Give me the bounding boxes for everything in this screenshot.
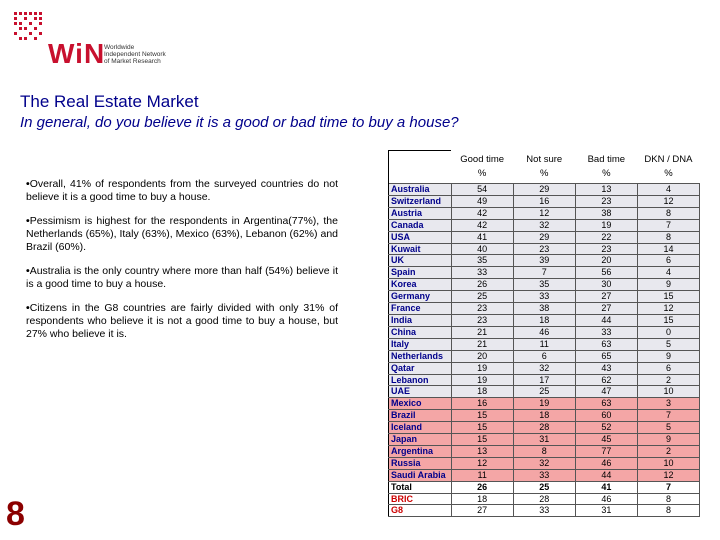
not-sure-cell: 12 xyxy=(513,207,575,219)
country-cell: Total xyxy=(389,481,452,493)
not-sure-cell: 29 xyxy=(513,184,575,196)
dkn-dna-cell: 9 xyxy=(637,279,699,291)
bad-time-cell: 44 xyxy=(575,469,637,481)
not-sure-cell: 28 xyxy=(513,493,575,505)
table-row xyxy=(389,398,700,410)
table-row xyxy=(389,207,700,219)
bullet-list xyxy=(26,178,338,352)
dkn-dna-cell: 6 xyxy=(637,255,699,267)
bad-time-cell: 46 xyxy=(575,493,637,505)
country-column-header xyxy=(389,151,452,184)
dkn-dna-cell: 7 xyxy=(637,219,699,231)
not-sure-cell: 23 xyxy=(513,243,575,255)
good-time-cell: 19 xyxy=(451,362,513,374)
country-cell: Japan xyxy=(389,434,452,446)
bullet-item: •Pessimism is highest for the respondents in Argentina(77%), the Netherlands (65%), Italy (63%), Mexico (63%), Lebanon (62%) and Brazil (60%). xyxy=(26,215,338,253)
table-row xyxy=(389,314,700,326)
good-time-cell: 11 xyxy=(451,469,513,481)
bad-time-cell: 47 xyxy=(575,386,637,398)
logo-wordmark: WiN xyxy=(48,38,106,69)
bad-time-cell: 22 xyxy=(575,231,637,243)
country-cell: BRIC xyxy=(389,493,452,505)
not-sure-cell: 18 xyxy=(513,410,575,422)
dkn-dna-cell: 5 xyxy=(637,338,699,350)
good-time-cell: 26 xyxy=(451,279,513,291)
country-cell: Qatar xyxy=(389,362,452,374)
table-body xyxy=(389,184,700,517)
country-cell: Kuwait xyxy=(389,243,452,255)
dkn-dna-cell: 10 xyxy=(637,386,699,398)
bad-time-cell: 30 xyxy=(575,279,637,291)
good-time-cell: 23 xyxy=(451,303,513,315)
table-row xyxy=(389,457,700,469)
good-time-cell: 20 xyxy=(451,350,513,362)
good-time-cell: 26 xyxy=(451,481,513,493)
not-sure-cell: 7 xyxy=(513,267,575,279)
country-cell: Spain xyxy=(389,267,452,279)
dkn-dna-cell: 4 xyxy=(637,184,699,196)
bad-time-cell: 38 xyxy=(575,207,637,219)
country-cell: Brazil xyxy=(389,410,452,422)
country-cell: Iceland xyxy=(389,422,452,434)
country-cell: UAE xyxy=(389,386,452,398)
not-sure-cell: 33 xyxy=(513,469,575,481)
good-time-cell: 16 xyxy=(451,398,513,410)
good-time-cell: 25 xyxy=(451,291,513,303)
table-row xyxy=(389,195,700,207)
not-sure-cell: 33 xyxy=(513,505,575,517)
country-cell: Russia xyxy=(389,457,452,469)
country-cell: Austria xyxy=(389,207,452,219)
table-row xyxy=(389,303,700,315)
not-sure-cell: 25 xyxy=(513,386,575,398)
dkn-dna-cell: 15 xyxy=(637,291,699,303)
dkn-dna-cell: 6 xyxy=(637,362,699,374)
dkn-dna-cell: 5 xyxy=(637,422,699,434)
country-cell: Canada xyxy=(389,219,452,231)
good-time-cell: 21 xyxy=(451,326,513,338)
column-header-good-time: Good time % xyxy=(460,153,505,179)
dkn-dna-cell: 0 xyxy=(637,326,699,338)
dkn-dna-cell: 8 xyxy=(637,207,699,219)
bad-time-cell: 60 xyxy=(575,410,637,422)
column-header-not-sure: Not sure % xyxy=(526,153,563,179)
column-header-bad-time: Bad time % xyxy=(587,153,626,179)
table-row xyxy=(389,434,700,446)
table-row xyxy=(389,374,700,386)
table-row xyxy=(389,184,700,196)
good-time-cell: 41 xyxy=(451,231,513,243)
table-row xyxy=(389,505,700,517)
bad-time-cell: 31 xyxy=(575,505,637,517)
not-sure-cell: 32 xyxy=(513,362,575,374)
country-cell: G8 xyxy=(389,505,452,517)
bad-time-cell: 27 xyxy=(575,291,637,303)
dkn-dna-cell: 3 xyxy=(637,398,699,410)
bad-time-cell: 27 xyxy=(575,303,637,315)
good-time-cell: 12 xyxy=(451,457,513,469)
good-time-cell: 13 xyxy=(451,445,513,457)
good-time-cell: 42 xyxy=(451,207,513,219)
results-table xyxy=(388,150,700,517)
win-logo xyxy=(12,10,182,70)
country-cell: Germany xyxy=(389,291,452,303)
not-sure-cell: 16 xyxy=(513,195,575,207)
not-sure-cell: 6 xyxy=(513,350,575,362)
table-row xyxy=(389,422,700,434)
bullet-item: •Citizens in the G8 countries are fairly divided with only 31% of respondents who believe it is not a good time to buy a house, but 27% who believe it is. xyxy=(26,302,338,340)
table-row xyxy=(389,386,700,398)
not-sure-cell: 8 xyxy=(513,445,575,457)
dkn-dna-cell: 12 xyxy=(637,469,699,481)
not-sure-cell: 33 xyxy=(513,291,575,303)
country-cell: USA xyxy=(389,231,452,243)
not-sure-cell: 25 xyxy=(513,481,575,493)
logo-grid-icon xyxy=(12,10,46,44)
country-cell: Switzerland xyxy=(389,195,452,207)
dkn-dna-cell: 12 xyxy=(637,195,699,207)
bad-time-cell: 65 xyxy=(575,350,637,362)
page-subtitle: In general, do you believe it is a good or bad time to buy a house? xyxy=(20,114,459,131)
bullet-item: •Overall, 41% of respondents from the surveyed countries do not believe it is a good time to buy a house. xyxy=(26,178,338,203)
good-time-cell: 27 xyxy=(451,505,513,517)
dkn-dna-cell: 4 xyxy=(637,267,699,279)
country-cell: India xyxy=(389,314,452,326)
country-cell: France xyxy=(389,303,452,315)
dkn-dna-cell: 12 xyxy=(637,303,699,315)
dkn-dna-cell: 15 xyxy=(637,314,699,326)
page-title: The Real Estate Market xyxy=(20,92,199,111)
bad-time-cell: 52 xyxy=(575,422,637,434)
table-row xyxy=(389,410,700,422)
not-sure-cell: 19 xyxy=(513,398,575,410)
country-cell: Saudi Arabia xyxy=(389,469,452,481)
dkn-dna-cell: 2 xyxy=(637,374,699,386)
not-sure-cell: 35 xyxy=(513,279,575,291)
country-cell: Australia xyxy=(389,184,452,196)
not-sure-cell: 29 xyxy=(513,231,575,243)
bad-time-cell: 13 xyxy=(575,184,637,196)
table-row xyxy=(389,231,700,243)
not-sure-cell: 32 xyxy=(513,457,575,469)
bad-time-cell: 41 xyxy=(575,481,637,493)
dkn-dna-cell: 2 xyxy=(637,445,699,457)
bad-time-cell: 20 xyxy=(575,255,637,267)
bad-time-cell: 44 xyxy=(575,314,637,326)
not-sure-cell: 18 xyxy=(513,314,575,326)
good-time-cell: 33 xyxy=(451,267,513,279)
table-header-row xyxy=(389,151,700,184)
not-sure-cell: 39 xyxy=(513,255,575,267)
bad-time-cell: 62 xyxy=(575,374,637,386)
dkn-dna-cell: 9 xyxy=(637,350,699,362)
not-sure-cell: 31 xyxy=(513,434,575,446)
good-time-cell: 49 xyxy=(451,195,513,207)
good-time-cell: 35 xyxy=(451,255,513,267)
table-row xyxy=(389,267,700,279)
table-row xyxy=(389,243,700,255)
table-row xyxy=(389,469,700,481)
page-number: 8 xyxy=(6,495,25,533)
bad-time-cell: 77 xyxy=(575,445,637,457)
dkn-dna-cell: 9 xyxy=(637,434,699,446)
table-row xyxy=(389,326,700,338)
bad-time-cell: 19 xyxy=(575,219,637,231)
bad-time-cell: 63 xyxy=(575,398,637,410)
table-row xyxy=(389,362,700,374)
country-cell: Lebanon xyxy=(389,374,452,386)
good-time-cell: 18 xyxy=(451,493,513,505)
column-header-dkn-dna: DKN / DNA % xyxy=(644,153,693,179)
table-row xyxy=(389,481,700,493)
not-sure-cell: 28 xyxy=(513,422,575,434)
table-row xyxy=(389,338,700,350)
not-sure-cell: 32 xyxy=(513,219,575,231)
country-cell: Mexico xyxy=(389,398,452,410)
not-sure-cell: 46 xyxy=(513,326,575,338)
table-row xyxy=(389,279,700,291)
not-sure-cell: 38 xyxy=(513,303,575,315)
country-cell: Argentina xyxy=(389,445,452,457)
dkn-dna-cell: 7 xyxy=(637,410,699,422)
dkn-dna-cell: 8 xyxy=(637,505,699,517)
table-row xyxy=(389,291,700,303)
table-row xyxy=(389,350,700,362)
good-time-cell: 21 xyxy=(451,338,513,350)
table-row xyxy=(389,445,700,457)
good-time-cell: 15 xyxy=(451,410,513,422)
good-time-cell: 54 xyxy=(451,184,513,196)
not-sure-cell: 17 xyxy=(513,374,575,386)
bad-time-cell: 23 xyxy=(575,195,637,207)
country-cell: Korea xyxy=(389,279,452,291)
dkn-dna-cell: 14 xyxy=(637,243,699,255)
dkn-dna-cell: 7 xyxy=(637,481,699,493)
bad-time-cell: 43 xyxy=(575,362,637,374)
country-cell: Italy xyxy=(389,338,452,350)
good-time-cell: 15 xyxy=(451,434,513,446)
bad-time-cell: 45 xyxy=(575,434,637,446)
dkn-dna-cell: 8 xyxy=(637,231,699,243)
good-time-cell: 19 xyxy=(451,374,513,386)
bullet-item: •Australia is the only country where more than half (54%) believe it is a good time to buy a house. xyxy=(26,265,338,290)
bad-time-cell: 56 xyxy=(575,267,637,279)
logo-tagline: Worldwide Independent Network of Market Research xyxy=(104,44,166,65)
bad-time-cell: 23 xyxy=(575,243,637,255)
table-row xyxy=(389,493,700,505)
not-sure-cell: 11 xyxy=(513,338,575,350)
dkn-dna-cell: 10 xyxy=(637,457,699,469)
table-row xyxy=(389,255,700,267)
dkn-dna-cell: 8 xyxy=(637,493,699,505)
bad-time-cell: 33 xyxy=(575,326,637,338)
bad-time-cell: 46 xyxy=(575,457,637,469)
bad-time-cell: 63 xyxy=(575,338,637,350)
good-time-cell: 42 xyxy=(451,219,513,231)
country-cell: China xyxy=(389,326,452,338)
good-time-cell: 40 xyxy=(451,243,513,255)
country-cell: Netherlands xyxy=(389,350,452,362)
good-time-cell: 15 xyxy=(451,422,513,434)
good-time-cell: 23 xyxy=(451,314,513,326)
table-row xyxy=(389,219,700,231)
country-cell: UK xyxy=(389,255,452,267)
good-time-cell: 18 xyxy=(451,386,513,398)
